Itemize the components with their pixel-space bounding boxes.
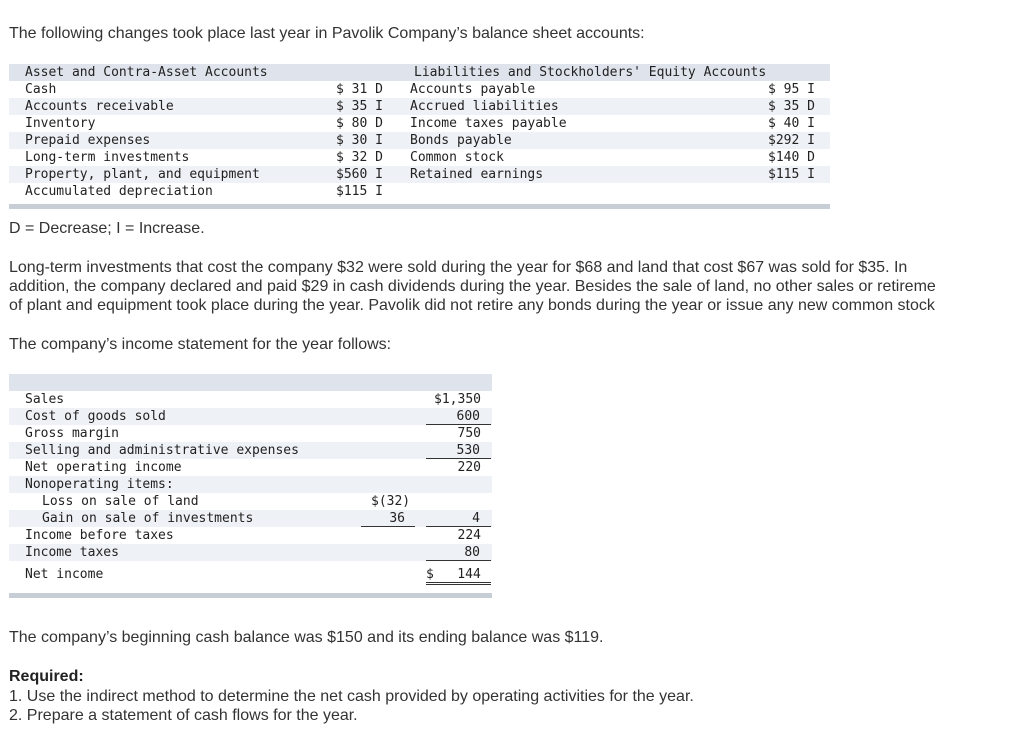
paragraph-line: addition, the company declared and paid $29 in cash dividends during the year. Besides the sale of land, no other sales or retireme: [9, 278, 936, 295]
liability-value: $292 I: [768, 133, 815, 148]
asset-name: Accounts receivable: [25, 99, 174, 114]
income-value: $1,350: [434, 392, 481, 407]
income-label: Nonoperating items:: [25, 477, 174, 492]
liabilities-header: Liabilities and Stockholders' Equity Accounts: [414, 65, 767, 80]
cash-balance-text: The company’s beginning cash balance was $150 and its ending balance was $119.: [9, 629, 604, 646]
income-value: 4: [426, 510, 491, 527]
income-value: 224: [457, 528, 481, 543]
liability-value: $ 40 I: [768, 116, 815, 131]
legend-text: D = Decrease; I = Increase.: [9, 220, 205, 237]
required-item: 2. Prepare a statement of cash flows for the year.: [9, 707, 358, 724]
income-label: Income before taxes: [25, 528, 174, 543]
asset-header: Asset and Contra-Asset Accounts: [25, 65, 268, 80]
liability-value: $115 I: [768, 167, 815, 182]
income-label: Net operating income: [25, 460, 182, 475]
liability-name: Common stock: [410, 150, 504, 165]
income-label: Sales: [25, 392, 65, 407]
income-value: 750: [457, 426, 481, 441]
liability-name: Accounts payable: [410, 82, 536, 97]
income-value: $ 144: [426, 566, 491, 585]
asset-name: Cash: [25, 82, 57, 97]
asset-value: $ 35 I: [336, 99, 383, 114]
required-heading: Required:: [9, 668, 84, 685]
income-label: Loss on sale of land: [42, 494, 199, 509]
paragraph-line: of plant and equipment took place during the year. Pavolik did not retire any bonds during the year or issue any new common stock: [9, 297, 935, 314]
asset-name: Accumulated depreciation: [25, 184, 213, 199]
intro-text: The following changes took place last year in Pavolik Company’s balance sheet accounts:: [9, 25, 645, 42]
required-item: 1. Use the indirect method to determine the net cash provided by operating activities for the year.: [9, 688, 694, 705]
liability-name: Accrued liabilities: [410, 99, 559, 114]
income-label: Net income: [25, 567, 104, 582]
income-value: 220: [457, 460, 481, 475]
income-mid-value: 36: [361, 510, 415, 527]
liability-value: $ 95 I: [768, 82, 815, 97]
asset-name: Inventory: [25, 116, 96, 131]
income-label: Gross margin: [25, 426, 119, 441]
income-intro-text: The company’s income statement for the year follows:: [9, 336, 392, 353]
income-label: Income taxes: [25, 545, 119, 560]
asset-value: $ 80 D: [336, 116, 383, 131]
income-value: 80: [426, 544, 491, 561]
asset-name: Prepaid expenses: [25, 133, 151, 148]
asset-name: Property, plant, and equipment: [25, 167, 260, 182]
liability-name: Bonds payable: [410, 133, 512, 148]
income-mid-value: $(32): [371, 494, 411, 509]
income-label: Selling and administrative expenses: [25, 443, 299, 458]
asset-value: $ 32 D: [336, 150, 383, 165]
liability-name: Income taxes payable: [410, 116, 567, 131]
asset-value: $ 30 I: [336, 133, 383, 148]
income-label: Gain on sale of investments: [42, 511, 254, 526]
asset-value: $560 I: [336, 167, 383, 182]
income-value: 600: [426, 408, 491, 425]
liability-value: $ 35 D: [768, 99, 815, 114]
income-label: Cost of goods sold: [25, 409, 166, 424]
income-value: 530: [426, 442, 491, 459]
asset-name: Long-term investments: [25, 150, 190, 165]
liability-value: $140 D: [768, 150, 815, 165]
asset-value: $115 I: [336, 184, 383, 199]
asset-value: $ 31 D: [336, 82, 383, 97]
paragraph-line: Long-term investments that cost the company $32 were sold during the year for $68 and land that cost $67 was sold for $35. In: [9, 259, 908, 276]
liability-name: Retained earnings: [410, 167, 544, 182]
